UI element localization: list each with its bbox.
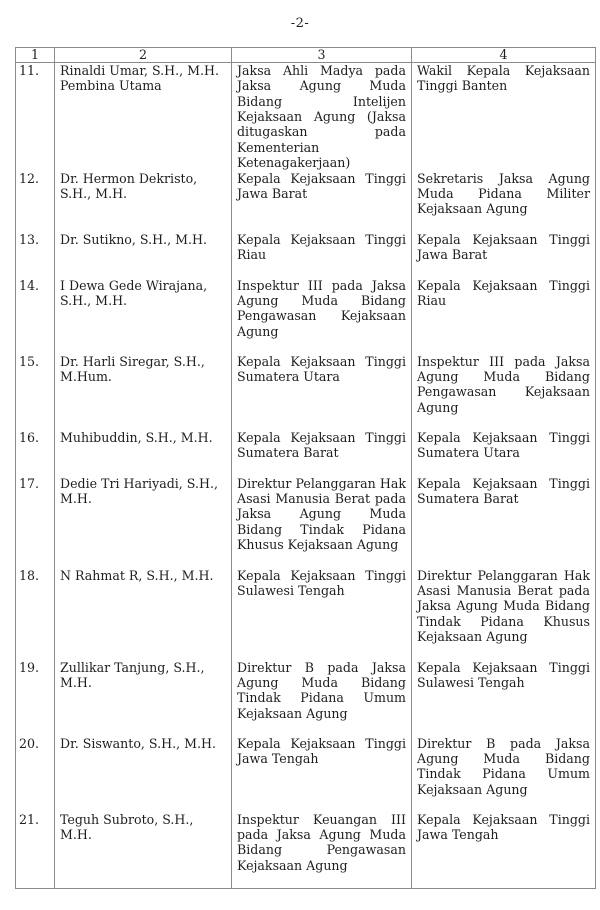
table-row <box>16 660 596 736</box>
previous-position: Kepala Kejaksaan Tinggi Jawa Tengah <box>232 736 412 812</box>
row-number: 17. <box>16 476 55 568</box>
table-row <box>16 430 596 476</box>
table-row <box>16 171 596 232</box>
official-name: Muhibuddin, S.H., M.H. <box>55 430 232 476</box>
new-position: Kepala Kejaksaan Tinggi Sulawesi Tengah <box>412 660 596 736</box>
column-header: 1 <box>16 48 55 63</box>
table-row <box>16 63 596 171</box>
column-header: 2 <box>55 48 232 63</box>
page-number: -2- <box>290 16 310 31</box>
new-position: Inspektur III pada Jaksa Agung Muda Bidang Pengawasan Kejaksaan Agung <box>412 354 596 430</box>
row-number: 21. <box>16 812 55 889</box>
row-number: 15. <box>16 354 55 430</box>
official-name: I Dewa Gede Wirajana, S.H., M.H. <box>55 278 232 354</box>
previous-position: Kepala Kejaksaan Tinggi Riau <box>232 232 412 278</box>
table-row <box>16 476 596 568</box>
new-position: Sekretaris Jaksa Agung Muda Pidana Militer Kejaksaan Agung <box>412 171 596 232</box>
row-number: 18. <box>16 568 55 660</box>
column-header: 3 <box>232 48 412 63</box>
row-number: 20. <box>16 736 55 812</box>
row-number: 14. <box>16 278 55 354</box>
previous-position: Inspektur III pada Jaksa Agung Muda Bidang Pengawasan Kejaksaan Agung <box>232 278 412 354</box>
row-number: 16. <box>16 430 55 476</box>
official-name: Teguh Subroto, S.H., M.H. <box>55 812 232 889</box>
official-name: Dr. Harli Siregar, S.H., M.Hum. <box>55 354 232 430</box>
row-number: 11. <box>16 63 55 171</box>
new-position: Direktur Pelanggaran Hak Asasi Manusia Berat pada Jaksa Agung Muda Bidang Tindak Pidana Khusus Kejaksaan Agung <box>412 568 596 660</box>
row-number: 13. <box>16 232 55 278</box>
table-row <box>16 278 596 354</box>
previous-position: Direktur B pada Jaksa Agung Muda Bidang Tindak Pidana Umum Kejaksaan Agung <box>232 660 412 736</box>
official-name: Dedie Tri Hariyadi, S.H., M.H. <box>55 476 232 568</box>
previous-position: Jaksa Ahli Madya pada Jaksa Agung Muda Bidang Intelijen Kejaksaan Agung (Jaksa ditugaskan pada Kementerian Ketenagakerjaan) <box>232 63 412 171</box>
personnel-rotation-table <box>15 47 596 889</box>
table-row <box>16 354 596 430</box>
new-position: Kepala Kejaksaan Tinggi Sumatera Barat <box>412 476 596 568</box>
new-position: Kepala Kejaksaan Tinggi Jawa Tengah <box>412 812 596 889</box>
table-row <box>16 568 596 660</box>
previous-position: Direktur Pelanggaran Hak Asasi Manusia Berat pada Jaksa Agung Muda Bidang Tindak Pidana Khusus Kejaksaan Agung <box>232 476 412 568</box>
official-name: Dr. Hermon Dekristo, S.H., M.H. <box>55 171 232 232</box>
official-name: Dr. Siswanto, S.H., M.H. <box>55 736 232 812</box>
new-position: Kepala Kejaksaan Tinggi Jawa Barat <box>412 232 596 278</box>
official-name: Zullikar Tanjung, S.H., M.H. <box>55 660 232 736</box>
new-position: Kepala Kejaksaan Tinggi Riau <box>412 278 596 354</box>
previous-position: Inspektur Keuangan III pada Jaksa Agung Muda Bidang Pengawasan Kejaksaan Agung <box>232 812 412 889</box>
official-name: N Rahmat R, S.H., M.H. <box>55 568 232 660</box>
new-position: Wakil Kepala Kejaksaan Tinggi Banten <box>412 63 596 171</box>
official-name: Dr. Sutikno, S.H., M.H. <box>55 232 232 278</box>
new-position: Kepala Kejaksaan Tinggi Sumatera Utara <box>412 430 596 476</box>
new-position: Direktur B pada Jaksa Agung Muda Bidang Tindak Pidana Umum Kejaksaan Agung <box>412 736 596 812</box>
row-number: 12. <box>16 171 55 232</box>
previous-position: Kepala Kejaksaan Tinggi Jawa Barat <box>232 171 412 232</box>
table-row <box>16 736 596 812</box>
previous-position: Kepala Kejaksaan Tinggi Sulawesi Tengah <box>232 568 412 660</box>
row-number: 19. <box>16 660 55 736</box>
previous-position: Kepala Kejaksaan Tinggi Sumatera Utara <box>232 354 412 430</box>
official-name: Rinaldi Umar, S.H., M.H. Pembina Utama <box>55 63 232 171</box>
previous-position: Kepala Kejaksaan Tinggi Sumatera Barat <box>232 430 412 476</box>
table-row <box>16 232 596 278</box>
table-header-row <box>16 48 596 63</box>
table-row <box>16 812 596 889</box>
column-header: 4 <box>412 48 596 63</box>
